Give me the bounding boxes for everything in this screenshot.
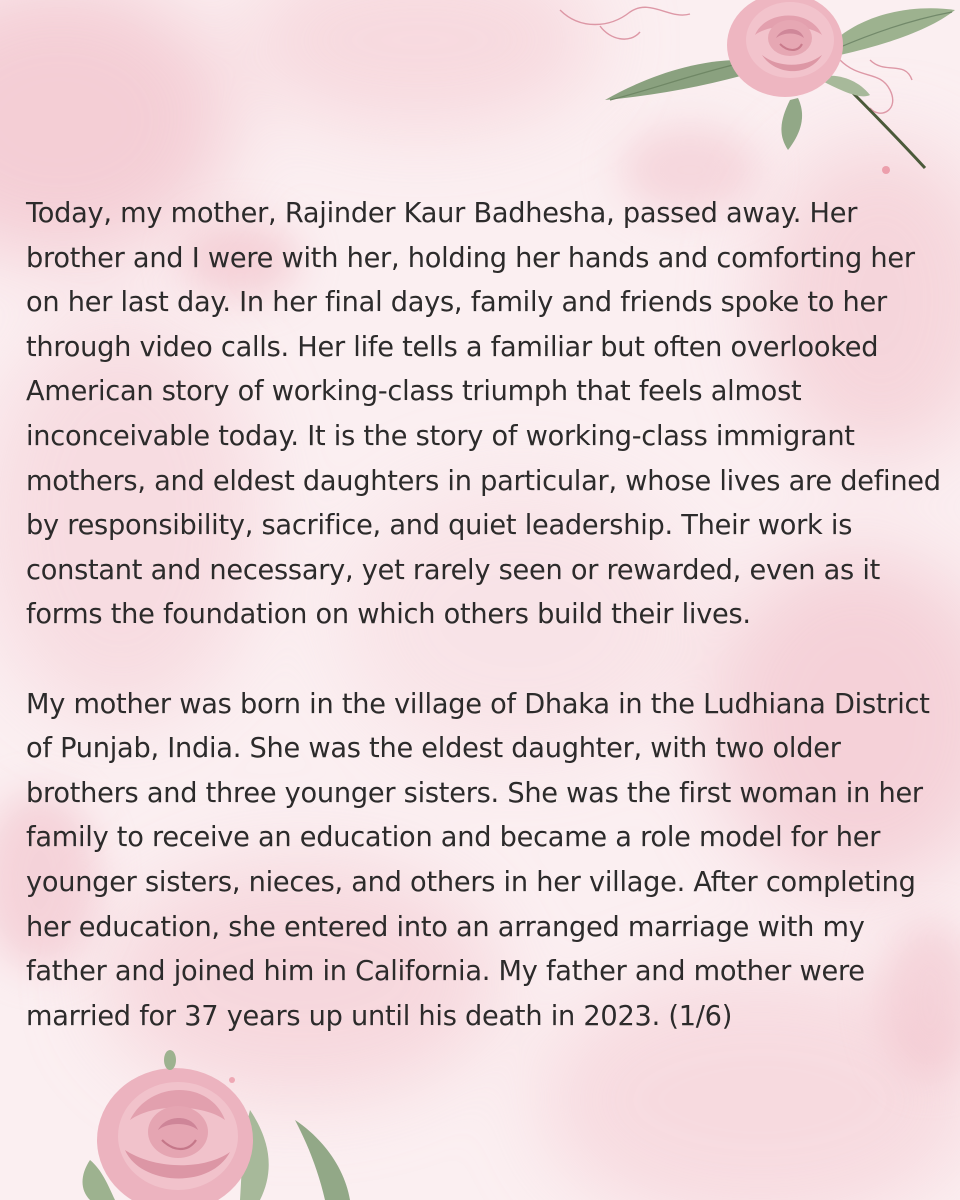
pink-rose-with-leaves-icon [540,0,960,180]
paragraph-2: My mother was born in the village of Dhaka in the Ludhiana District of Punjab, India. She was the eldest daughter, with two older brothers and three younger sisters. She was the first woman in her family to receive an education and became a role model for her younger sisters, nieces, and others in her village. After completing her education, she entered into an arranged marriage with my father and joined him in California. My father and mother were married for 37 years up until his death in 2023. (1/6) [26,688,930,1032]
paragraph-1: Today, my mother, Rajinder Kaur Badhesha, passed away. Her brother and I were with her, holding her hands and comforting her on her last day. In her final days, family and friends spoke to her through video calls. Her life tells a familiar but often overlooked American story of working-class triumph that feels almost inconceivable today. It is the story of working-class immigrant mothers, and eldest daughters in particular, whose lives are defined by responsibility, sacrifice, and quiet leadership. Their work is constant and necessary, yet rarely seen or rewarded, even as it forms the foundation on which others build their lives. [26,198,941,631]
pink-rose-cluster-icon [70,1040,390,1200]
memorial-text [26,192,946,1039]
paragraph-spacer [26,638,946,683]
